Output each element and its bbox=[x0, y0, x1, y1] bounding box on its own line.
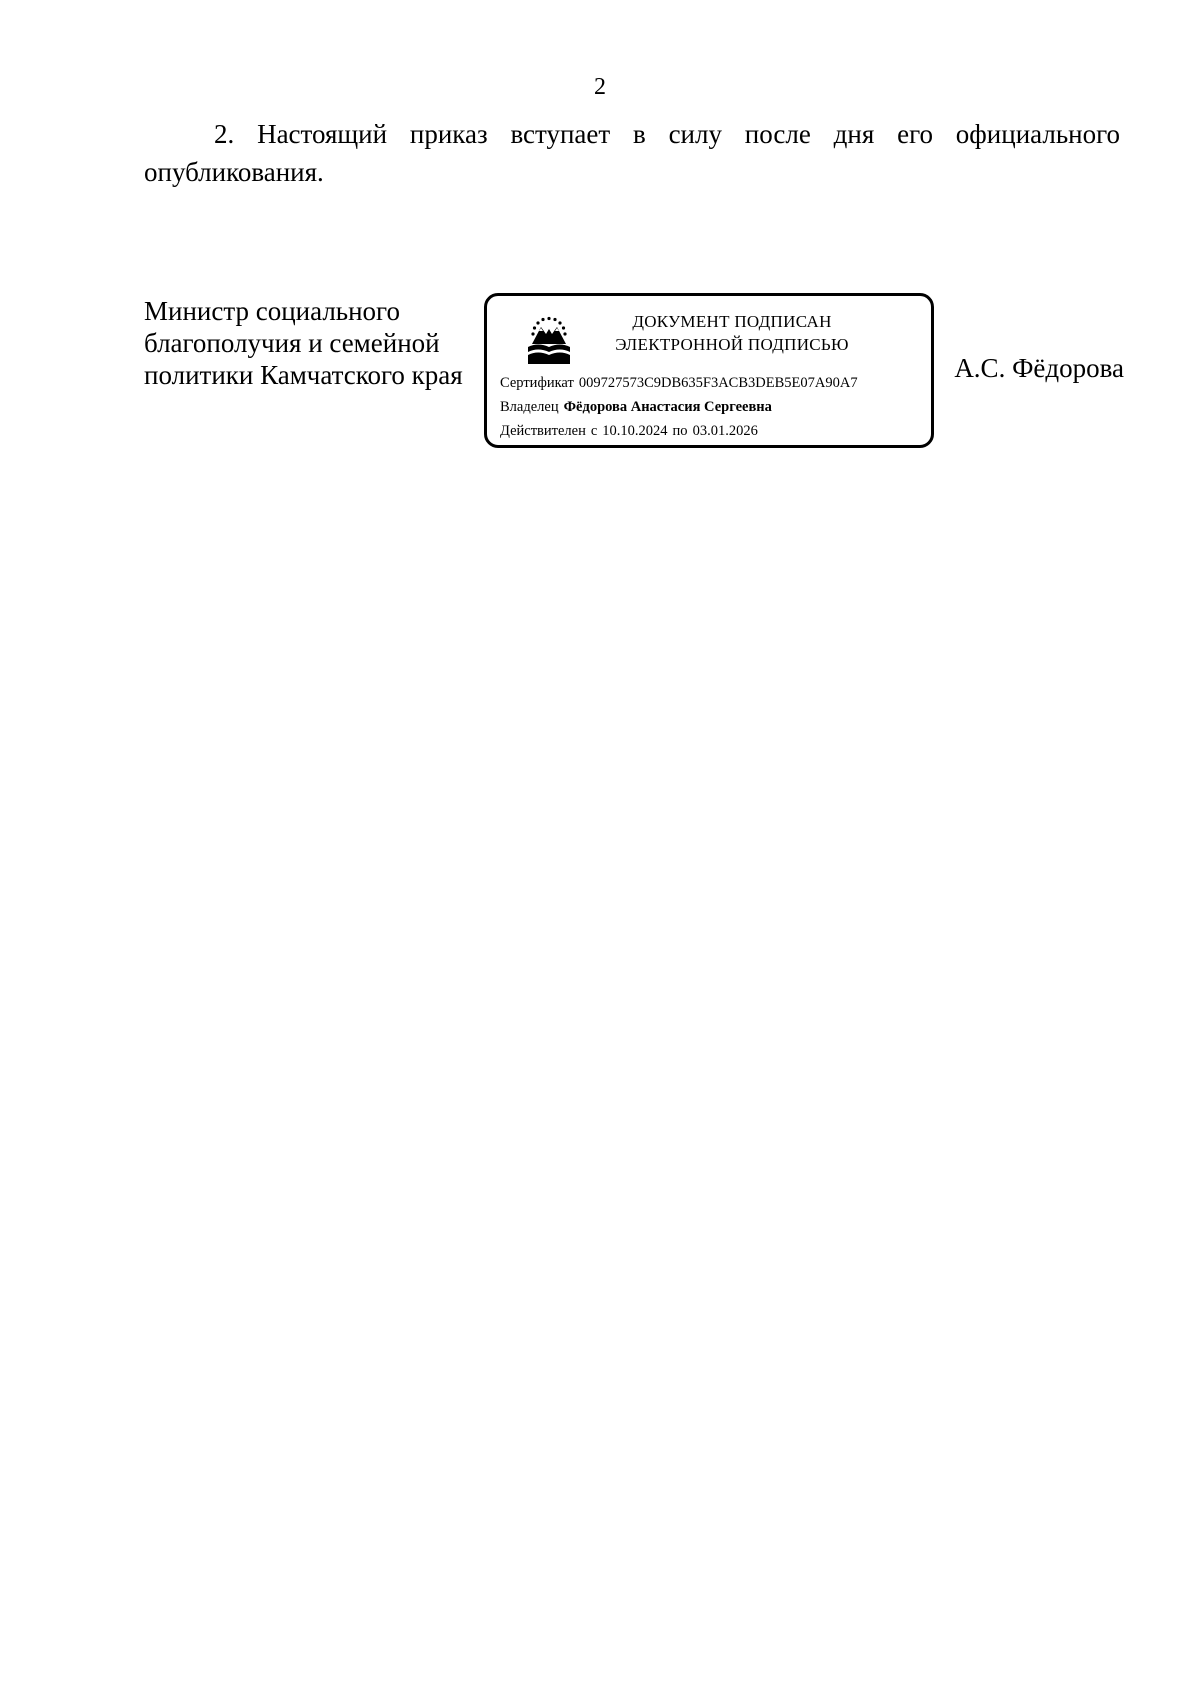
signer-position-line: благополучия и семейной bbox=[144, 328, 440, 358]
page-number: 2 bbox=[594, 74, 606, 100]
order-paragraph: 2. Настоящий приказ вступает в силу после дня его официального опубликования. bbox=[144, 119, 1120, 187]
certificate-value: 009727573C9DB635F3ACB3DEB5E07A90A7 bbox=[578, 375, 858, 391]
stamp-title-line: ЭЛЕКТРОННОЙ ПОДПИСЬЮ bbox=[615, 335, 849, 354]
owner-value: Фёдорова Анастасия Сергеевна bbox=[563, 399, 772, 415]
stamp-validity-row bbox=[500, 421, 925, 441]
stamp-title-line: ДОКУМЕНТ ПОДПИСАН bbox=[632, 312, 832, 331]
kamchatka-coat-of-arms-icon bbox=[524, 314, 574, 368]
signer-position bbox=[144, 295, 489, 391]
stamp-owner-row bbox=[500, 397, 925, 417]
valid-to-prefix: по bbox=[672, 423, 688, 439]
signer-position-line: политики Камчатского края bbox=[144, 360, 463, 390]
valid-label: Действителен bbox=[500, 423, 586, 439]
electronic-signature-stamp bbox=[484, 293, 934, 448]
signer-position-line: Министр социального bbox=[144, 296, 400, 326]
owner-label: Владелец bbox=[500, 399, 559, 415]
stamp-title bbox=[587, 310, 877, 356]
signer-name: А.С. Фёдорова bbox=[954, 353, 1124, 383]
certificate-label: Сертификат bbox=[500, 375, 574, 391]
stamp-certificate-row bbox=[500, 373, 925, 393]
valid-from-date: 10.10.2024 bbox=[602, 423, 668, 439]
valid-to-date: 03.01.2026 bbox=[692, 423, 758, 439]
valid-from-prefix: с bbox=[590, 423, 598, 439]
